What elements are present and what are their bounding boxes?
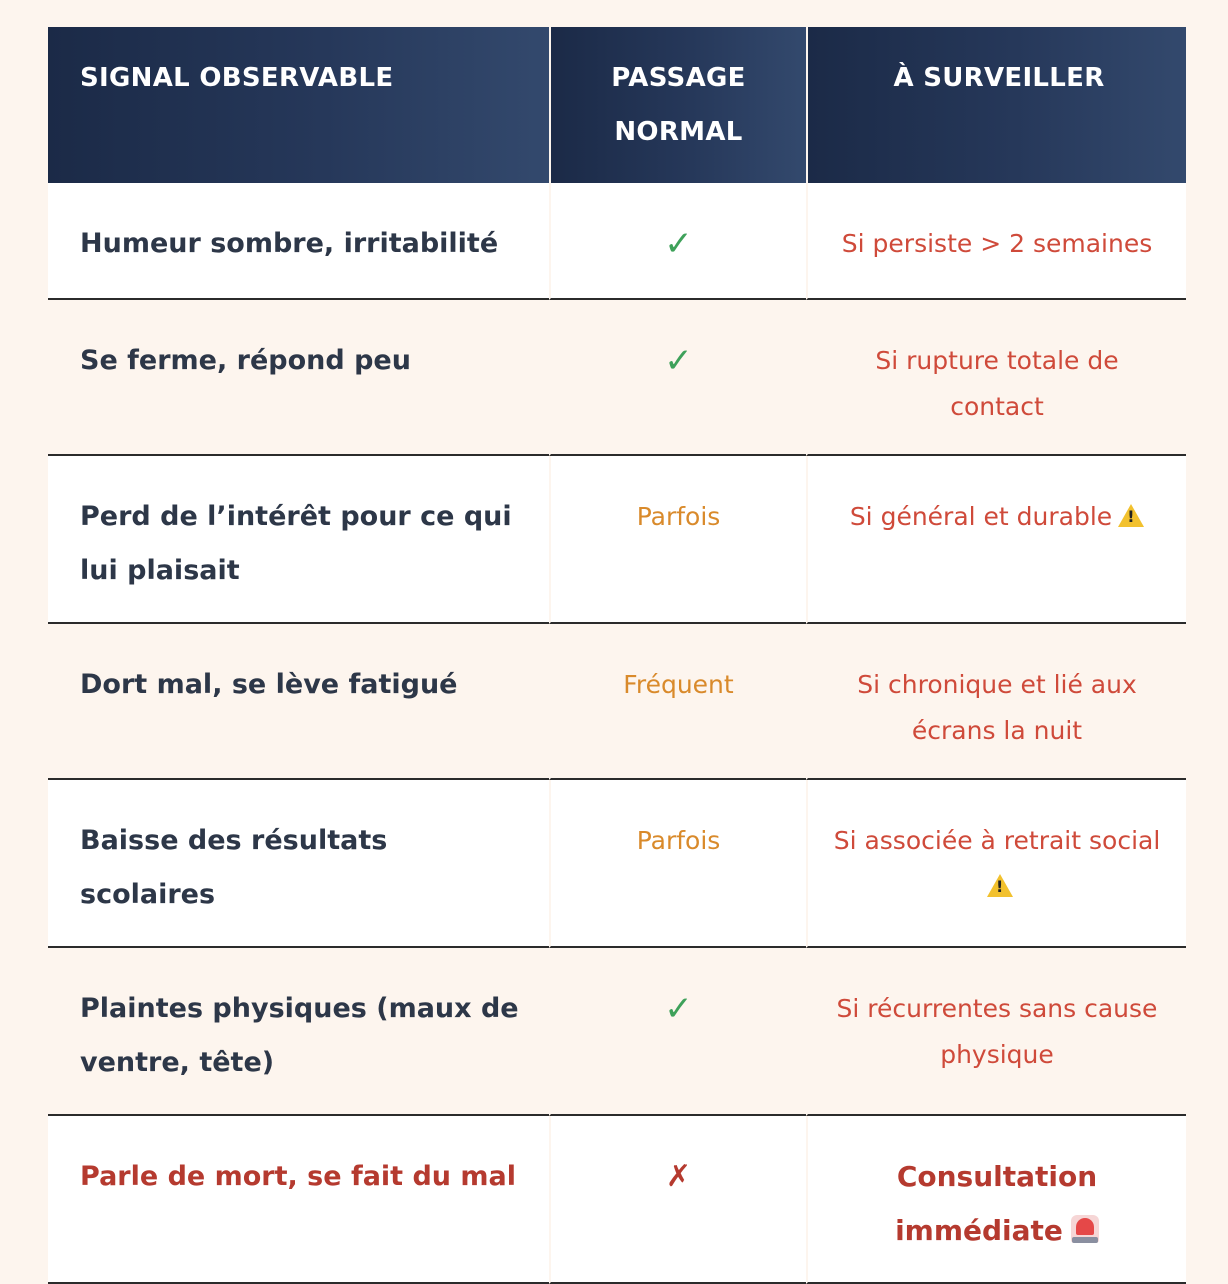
watch-text: Si associée à retrait social <box>833 826 1161 855</box>
table-header <box>48 27 1186 183</box>
table-body <box>48 183 1186 1284</box>
warning-icon <box>987 874 1013 897</box>
table-row <box>48 183 1186 300</box>
check-icon: ✓ <box>664 341 693 381</box>
normal-cell <box>549 300 806 456</box>
table-row <box>48 624 1186 780</box>
watch-cell <box>806 1116 1186 1284</box>
signal-cell: Se ferme, répond peu <box>48 300 549 456</box>
signal-cell: Perd de l’intérêt pour ce qui lui plaisait <box>48 456 549 624</box>
watch-text: Consultation immédiate <box>895 1160 1098 1247</box>
signal-cell: Humeur sombre, irritabilité <box>48 183 549 300</box>
normal-cell: Parfois <box>549 780 806 948</box>
watch-cell: Si chronique et lié aux écrans la nuit <box>806 624 1186 780</box>
table-row <box>48 1116 1186 1284</box>
table-row <box>48 780 1186 948</box>
watch-text: Si général et durable <box>849 502 1113 531</box>
signal-cell: Baisse des résultats scolaires <box>48 780 549 948</box>
watch-cell <box>806 780 1186 948</box>
table-row <box>48 456 1186 624</box>
cross-icon: ✗ <box>665 1159 692 1194</box>
normal-cell <box>549 948 806 1116</box>
normal-cell <box>549 183 806 300</box>
table-row <box>48 948 1186 1116</box>
signal-cell: Parle de mort, se fait du mal <box>48 1116 549 1284</box>
signal-cell: Dort mal, se lève fatigué <box>48 624 549 780</box>
header-row <box>48 27 1186 183</box>
signals-table-container <box>48 27 1186 1284</box>
check-icon: ✓ <box>664 224 693 264</box>
normal-cell: Fréquent <box>549 624 806 780</box>
header-normal: PASSAGE NORMAL <box>549 27 806 183</box>
check-icon: ✓ <box>664 989 693 1029</box>
signals-table <box>48 27 1186 1284</box>
signal-cell: Plaintes physiques (maux de ventre, tête) <box>48 948 549 1116</box>
watch-cell: Si récurrentes sans cause physique <box>806 948 1186 1116</box>
watch-cell <box>806 456 1186 624</box>
table-row <box>48 300 1186 456</box>
siren-icon <box>1071 1215 1099 1243</box>
normal-cell: Parfois <box>549 456 806 624</box>
normal-cell <box>549 1116 806 1284</box>
header-signal: SIGNAL OBSERVABLE <box>48 27 549 183</box>
watch-cell: Si persiste > 2 semaines <box>806 183 1186 300</box>
watch-cell: Si rupture totale de contact <box>806 300 1186 456</box>
warning-icon <box>1118 504 1144 527</box>
header-watch: À SURVEILLER <box>806 27 1186 183</box>
